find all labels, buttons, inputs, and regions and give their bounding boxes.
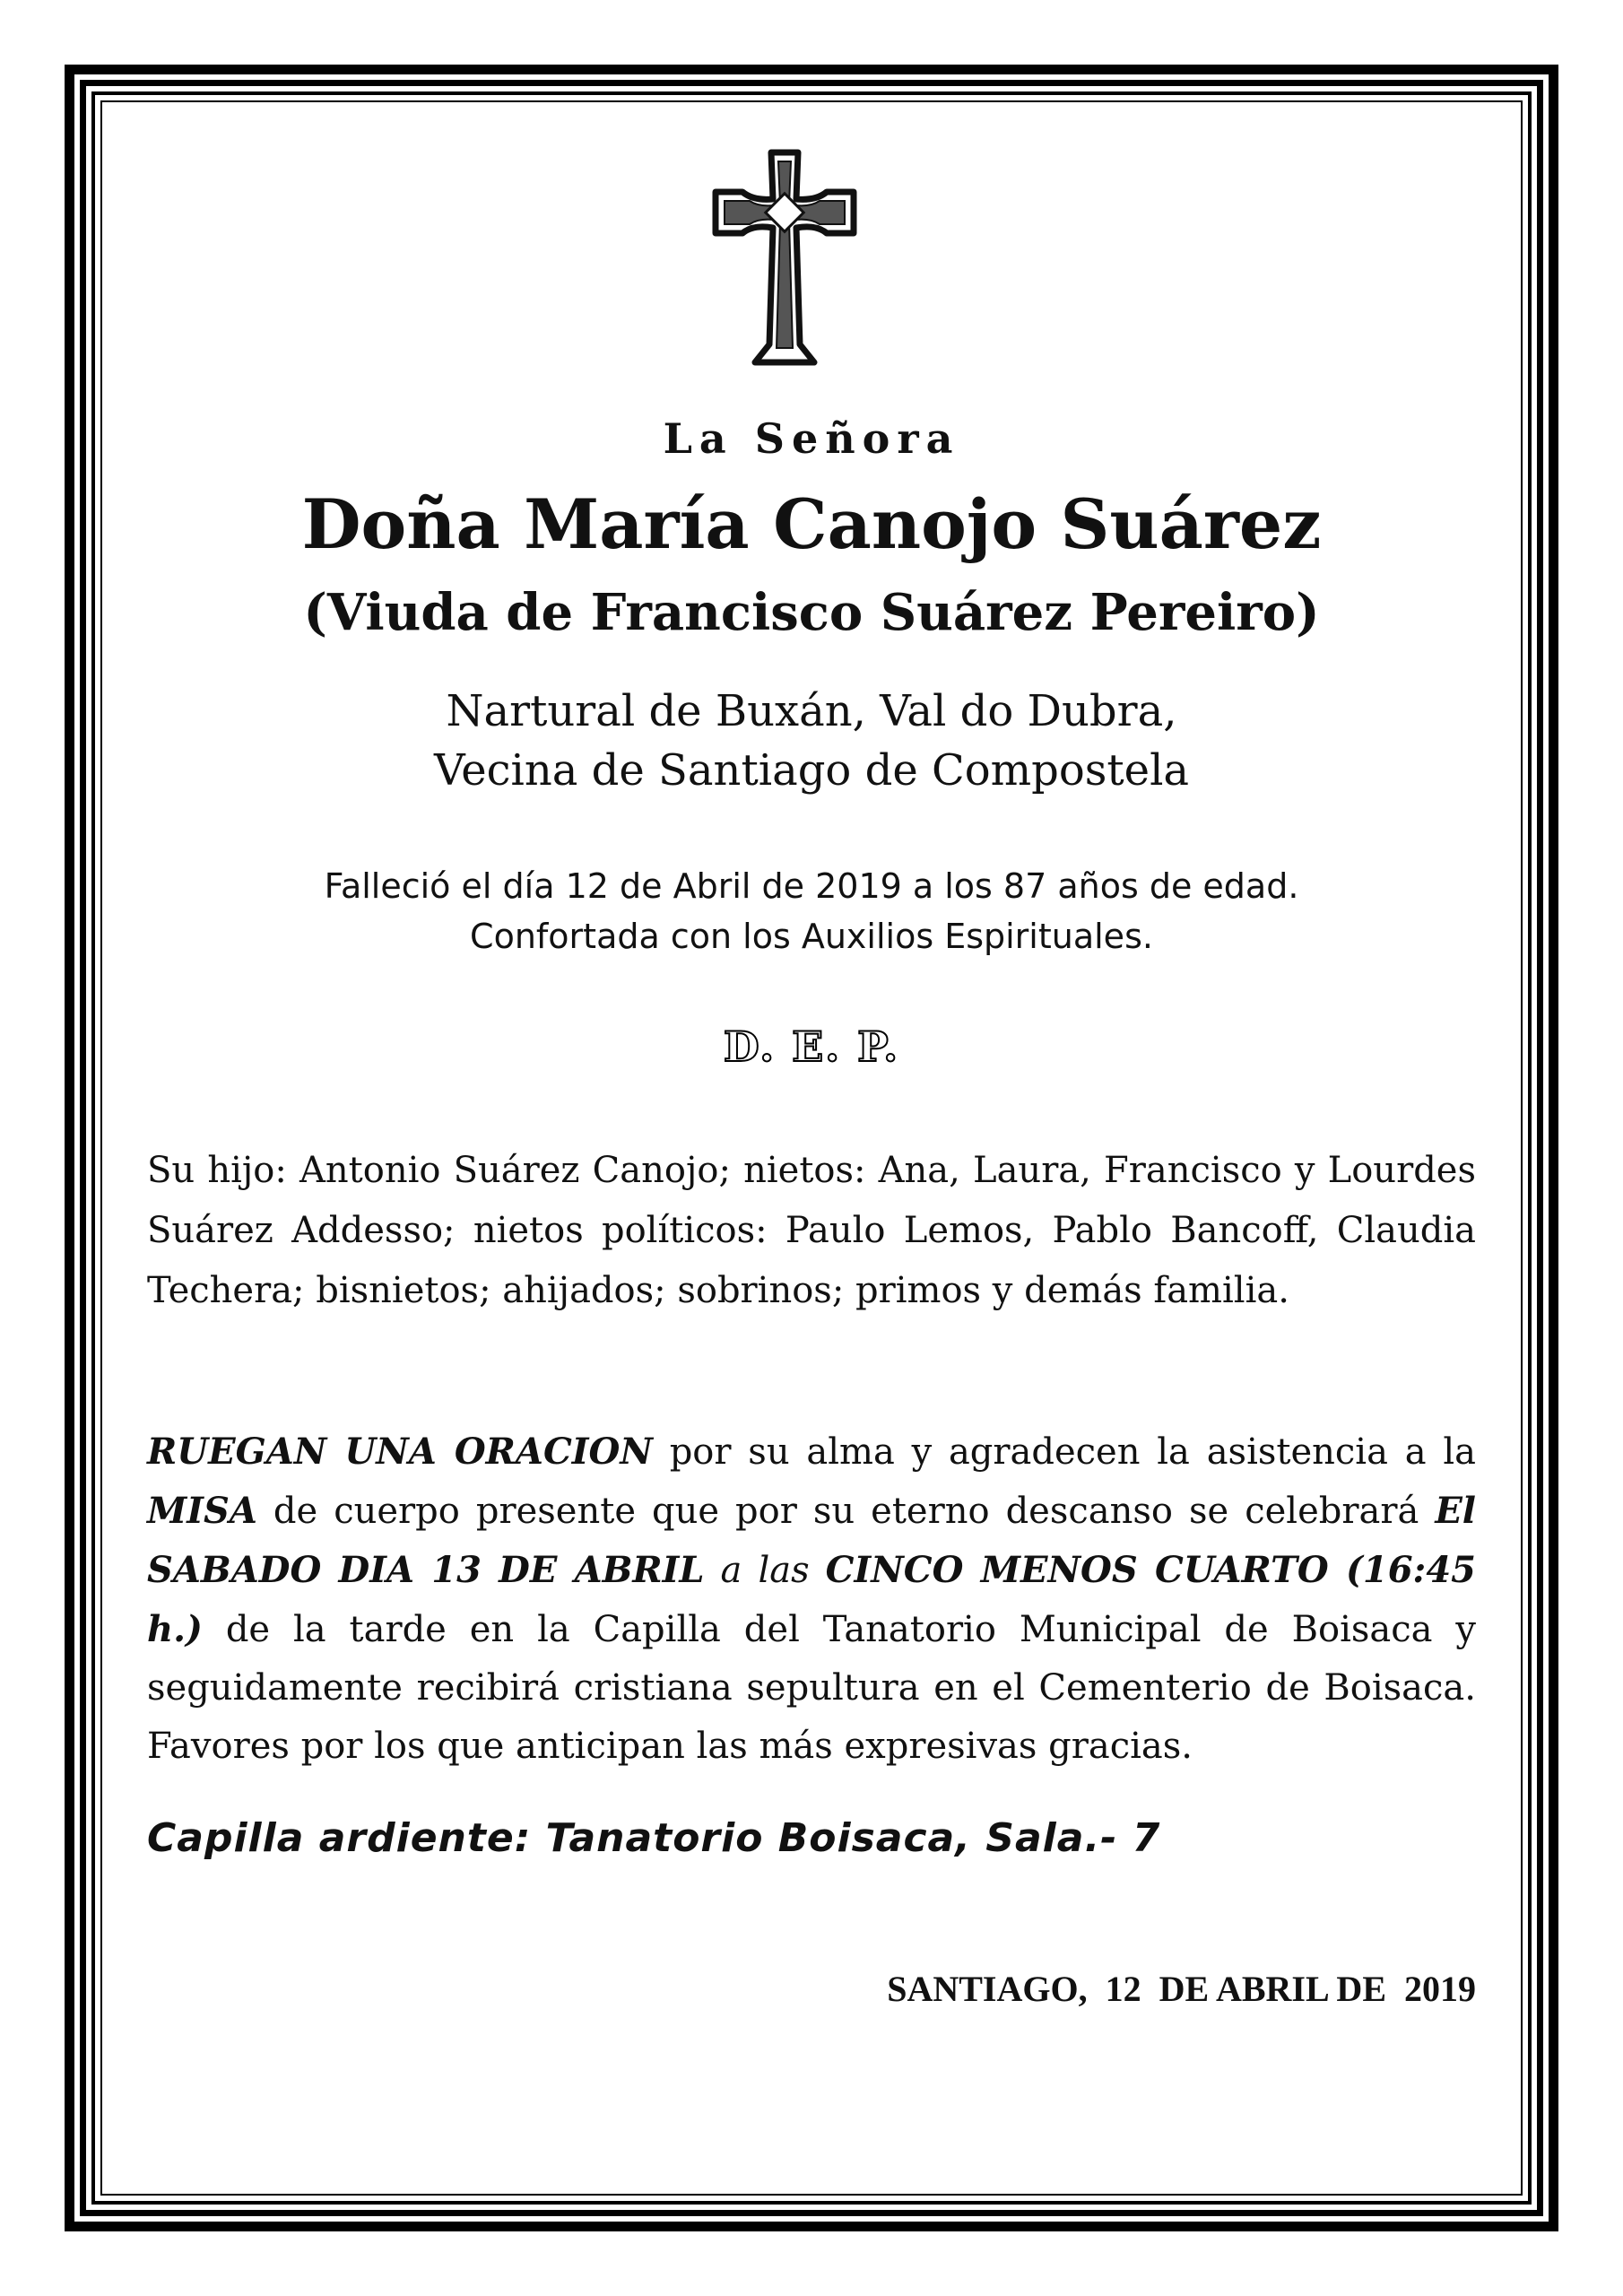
cross-icon [708,145,861,370]
mass-time: CINCO MENOS CUARTO (16:45 h.) [147,1549,1476,1650]
origin-block [108,682,1515,800]
widow-of: (Viuda de Francisco Suárez Pereiro) [303,583,1320,642]
chapel-info: Capilla ardiente: Tanatorio Boisaca, Sala.- 7 [147,1815,1161,1861]
death-line-1: Falleció el día 12 de Abril de 2019 a los 87 años de edad. [324,866,1299,906]
mass-request: RUEGAN UNA ORACION [147,1431,653,1473]
origin-line-2: Vecina de Santiago de Compostela [433,745,1190,796]
mass-date: El SABADO DIA 13 DE ABRIL [147,1490,1476,1591]
mass-text-3: a las [704,1550,826,1591]
mass-text-2: de cuerpo presente que por su eterno descanso se celebrará [256,1491,1436,1532]
mass-paragraph [147,1422,1476,1776]
mass-text-4: de la tarde en la Capilla del Tanatorio Municipal de Boisaca y seguidamente recibirá cristiana sepultura en el Cementerio de Boisaca. Favores por los que anticipan las más expresivas gracias. [147,1609,1476,1767]
mass-label: MISA [147,1490,257,1532]
death-block [108,861,1515,961]
origin-line-1: Nartural de Buxán, Val do Dubra, [446,686,1177,736]
family-paragraph: Su hijo: Antonio Suárez Canojo; nietos: Ana, Laura, Francisco y Lourdes Suárez Addesso; nietos políticos: Paulo Lemos, Pablo Bancoff, Claudia Techera; bisnietos; ahijados; sobrinos; primos y demás familia. [147,1150,1476,1311]
mass-text-1: por su alma y agradecen la asistencia a la [652,1431,1476,1473]
salutation: La Señora [663,414,960,463]
deceased-name: Doña María Canojo Suárez [301,484,1322,564]
dep-heading: D. E. P. [723,1022,900,1071]
death-line-2: Confortada con los Auxilios Espirituales. [470,917,1153,956]
place-date: SANTIAGO, 12 DE ABRIL DE 2019 [887,1969,1476,2009]
